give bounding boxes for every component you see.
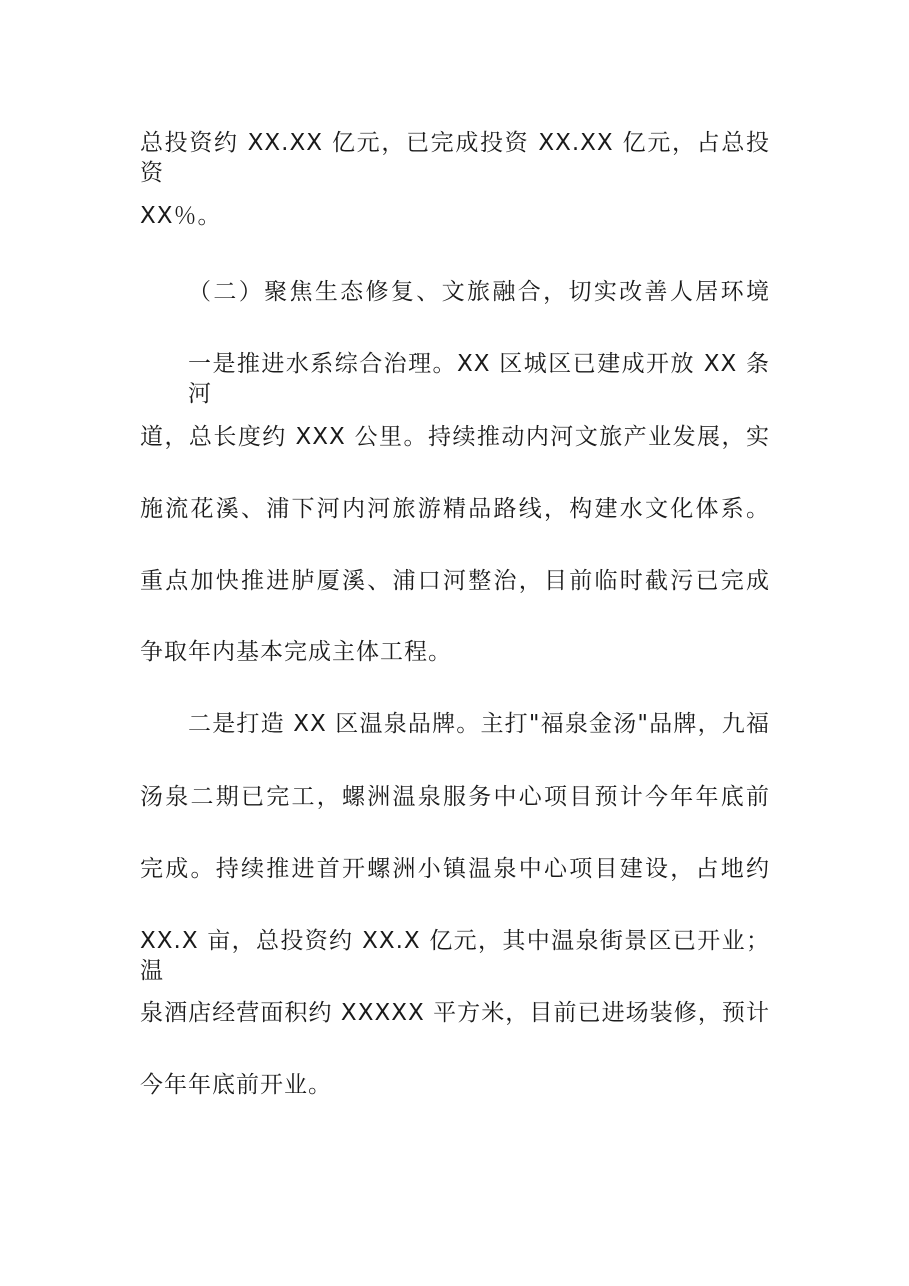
paragraph-line: 完成。持续推进首开螺洲小镇温泉中心项目建设，占地约: [140, 856, 770, 882]
paragraph-line: 总投资约 XX.XX 亿元，已完成投资 XX.XX 亿元，占总投资: [140, 130, 770, 186]
paragraph-line: 泉酒店经营面积约 XXXXX 平方米，目前已进场装修，预计: [140, 1000, 770, 1026]
paragraph-line: XX％。: [140, 203, 222, 229]
section-heading: （二）聚焦生态修复、文旅融合，切实改善人居环境: [188, 279, 770, 305]
paragraph-line: 施流花溪、浦下河内河旅游精品路线，构建水文化体系。: [140, 496, 770, 522]
paragraph-line: 今年年底前开业。: [140, 1072, 332, 1098]
paragraph-line: 汤泉二期已完工，螺洲温泉服务中心项目预计今年年底前: [140, 784, 770, 810]
paragraph-line: 一是推进水系综合治理。XX 区城区已建成开放 XX 条河: [188, 351, 770, 407]
paragraph-line: 道，总长度约 XXX 公里。持续推动内河文旅产业发展，实: [140, 424, 770, 450]
paragraph-line: XX.X 亩，总投资约 XX.X 亿元，其中温泉街景区已开业；温: [140, 928, 770, 984]
paragraph-line: 二是打造 XX 区温泉品牌。主打"福泉金汤"品牌，九福: [188, 711, 770, 737]
paragraph-line: 争取年内基本完成主体工程。: [140, 639, 452, 665]
paragraph-line: 重点加快推进胪厦溪、浦口河整治，目前临时截污已完成: [140, 568, 770, 594]
